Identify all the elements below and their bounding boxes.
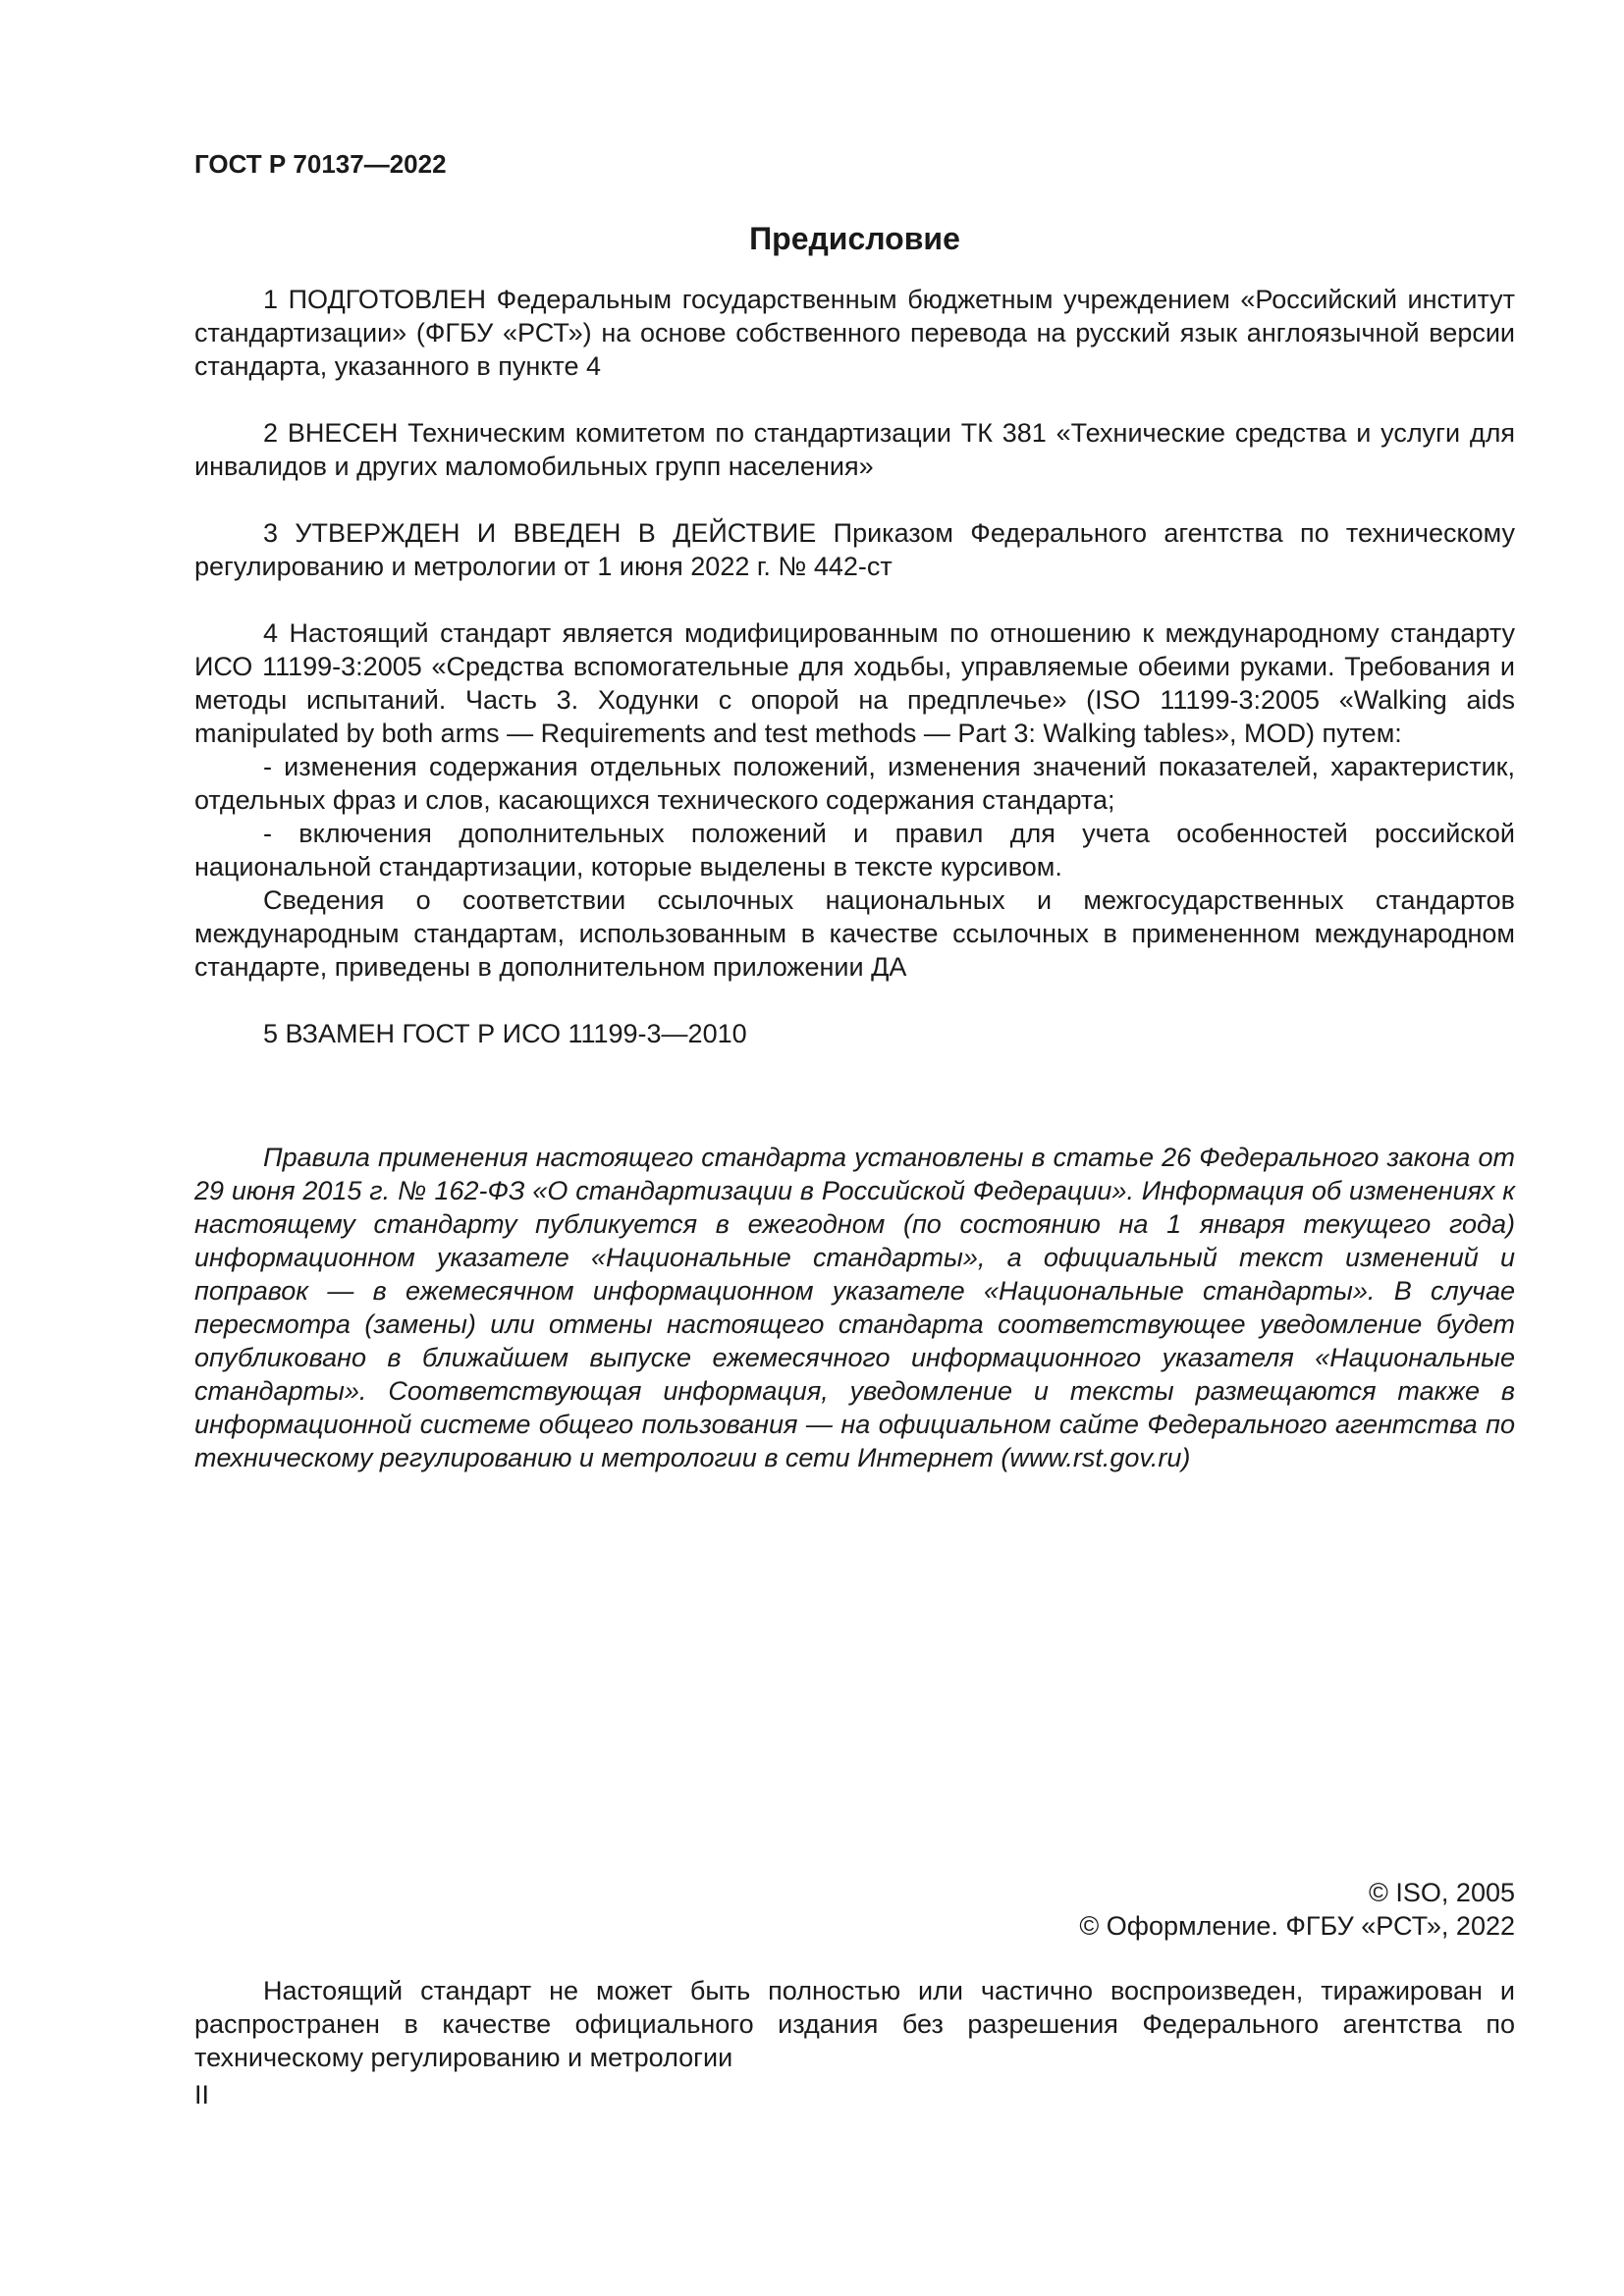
foreword-list-item: - изменения содержания отдельных положений, изменения значений показателей, характеристик, отдельных фраз и слов, касающихся технического содержания стандарта; xyxy=(194,752,1515,815)
foreword-item-5 xyxy=(194,1017,1515,1050)
foreword-paragraph: 4 Настоящий стандарт является модифицированным по отношению к международному стандарту ИСО 11199-3:2005 «Средства вспомогательные для ходьбы, управляемые обеими руками. Требования и методы испытаний. Часть 3. Ходунки с опорой на предплечье» (ISO 11199-3:2005 «Walking aids manipulated by both arms — Requirements and test methods — Part 3: Walking tables», MOD) путем: xyxy=(194,618,1515,748)
foreword-paragraph: 3 УТВЕРЖДЕН И ВВЕДЕН В ДЕЙСТВИЕ Приказом Федерального агентства по техническому регулированию и метрологии от 1 июня 2022 г. № 442-ст xyxy=(194,518,1515,581)
foreword-item-3 xyxy=(194,516,1515,583)
foreword-paragraph: 2 ВНЕСЕН Техническим комитетом по стандартизации ТК 381 «Технические средства и услуги для инвалидов и других маломобильных групп населения» xyxy=(194,418,1515,481)
page-title: Предисловие xyxy=(749,221,960,256)
foreword-item-2 xyxy=(194,416,1515,483)
foreword-paragraph: 1 ПОДГОТОВЛЕН Федеральным государственным бюджетным учреждением «Российский институт стандартизации» (ФГБУ «РСТ») на основе собственного перевода на русский язык англоязычной версии стандарта, указанного в пункте 4 xyxy=(194,285,1515,381)
foreword-item-4 xyxy=(194,616,1515,984)
copyright-block xyxy=(1079,1876,1515,1943)
foreword-item-1 xyxy=(194,283,1515,383)
document-code: ГОСТ Р 70137—2022 xyxy=(194,149,447,179)
reproduction-notice: Настоящий стандарт не может быть полностью или частично воспроизведен, тиражирован и распространен в качестве официального издания без разрешения Федерального агентства по техническому регулированию и метрологии xyxy=(194,1976,1515,2072)
foreword-body xyxy=(194,283,1515,1050)
application-rules-notice: Правила применения настоящего стандарта установлены в статье 26 Федерального закона от 29 июня 2015 г. № 162-ФЗ «О стандартизации в Российской Федерации». Информация об изменениях к настоящему стандарту публикуется в ежегодном (по состоянию на 1 января текущего года) информационном указателе «Национальные стандарты», а официальный текст изменений и поправок — в ежемесячном информационном указателе «Национальные стандарты». В случае пересмотра (замены) или отмены настоящего стандарта соответствующее уведомление будет опубликовано в ближайшем выпуске ежемесячного информационного указателя «Национальные стандарты». Соответствующая информация, уведомление и тексты размещаются также в информационной системе общего пользования — на официальном сайте Федерального агентства по техническому регулированию и метрологии в сети Интернет (www.rst.gov.ru) xyxy=(194,1143,1515,1472)
foreword-paragraph: Сведения о соответствии ссылочных национальных и межгосударственных стандартов международным стандартам, использованным в качестве ссылочных в примененном международном стандарте, приведены в дополнительном приложении ДА xyxy=(194,885,1515,982)
foreword-list-item: - включения дополнительных положений и правил для учета особенностей российской национальной стандартизации, которые выделены в тексте курсивом. xyxy=(194,819,1515,881)
page-number: II xyxy=(194,2080,210,2109)
copyright-line: © Оформление. ФГБУ «РСТ», 2022 xyxy=(1079,1911,1515,1941)
foreword-paragraph: 5 ВЗАМЕН ГОСТ Р ИСО 11199-3—2010 xyxy=(263,1019,747,1048)
copyright-line: © ISO, 2005 xyxy=(1369,1878,1515,1907)
